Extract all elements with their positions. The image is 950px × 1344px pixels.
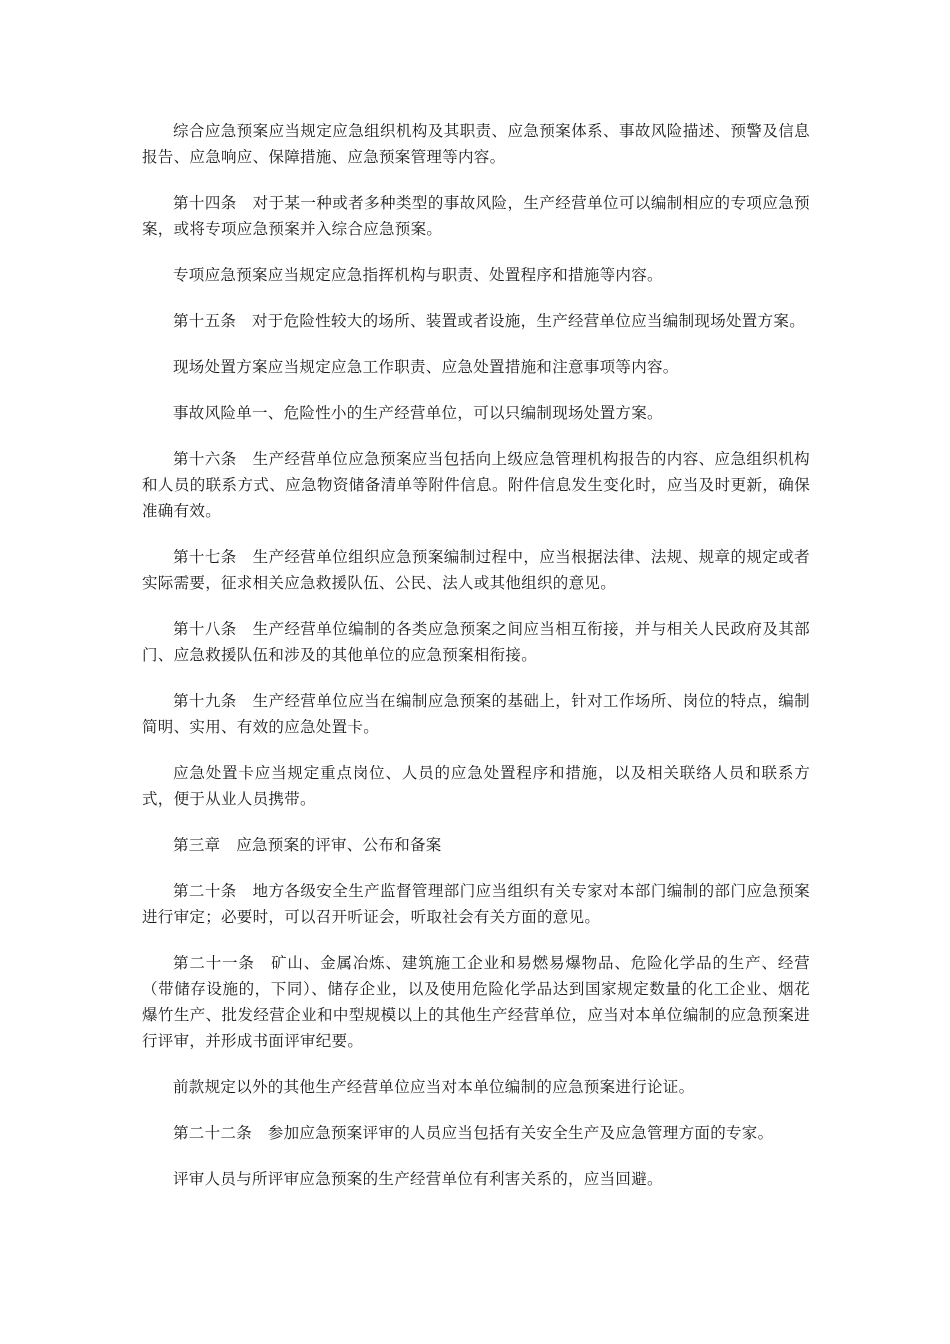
paragraph-special-plan-content: 专项应急预案应当规定应急指挥机构与职责、处置程序和措施等内容。 bbox=[173, 266, 663, 284]
paragraph-article-15: 第十五条 对于危险性较大的场所、装置或者设施，生产经营单位应当编制现场处置方案。 bbox=[173, 312, 806, 330]
paragraph-article-14: 第十四条 对于某一种或者多种类型的事故风险，生产经营单位可以编制相应的专项应急预案，或将专项应急预案并入综合应急预案。 bbox=[142, 194, 810, 238]
paragraph-other-units-demonstration: 前款规定以外的其他生产经营单位应当对本单位编制的应急预案进行论证。 bbox=[173, 1078, 695, 1096]
paragraph-comprehensive-plan-content: 综合应急预案应当规定应急组织机构及其职责、应急预案体系、事故风险描述、预警及信息报告、应急响应、保障措施、应急预案管理等内容。 bbox=[142, 122, 810, 166]
chapter-3-heading: 第三章 应急预案的评审、公布和备案 bbox=[173, 836, 442, 854]
document-body bbox=[142, 118, 810, 1212]
paragraph-response-card-content: 应急处置卡应当规定重点岗位、人员的应急处置程序和措施，以及相关联络人员和联系方式，便于从业人员携带。 bbox=[142, 764, 810, 808]
paragraph-single-risk-units: 事故风险单一、危险性小的生产经营单位，可以只编制现场处置方案。 bbox=[173, 404, 663, 422]
paragraph-article-21: 第二十一条 矿山、金属冶炼、建筑施工企业和易燃易爆物品、危险化学品的生产、经营（带储存设施的，下同）、储存企业，以及使用危险化学品达到国家规定数量的化工企业、烟花爆竹生产、批发经营企业和中型规模以上的其他生产经营单位，应当对本单位编制的应急预案进行评审，并形成书面评审纪要。 bbox=[142, 954, 810, 1050]
paragraph-article-16: 第十六条 生产经营单位应急预案应当包括向上级应急管理机构报告的内容、应急组织机构和人员的联系方式、应急物资储备清单等附件信息。附件信息发生变化时，应当及时更新，确保准确有效。 bbox=[142, 450, 810, 520]
paragraph-reviewer-recusal: 评审人员与所评审应急预案的生产经营单位有利害关系的，应当回避。 bbox=[173, 1170, 663, 1188]
paragraph-article-20: 第二十条 地方各级安全生产监督管理部门应当组织有关专家对本部门编制的部门应急预案进行审定；必要时，可以召开听证会，听取社会有关方面的意见。 bbox=[142, 882, 810, 926]
paragraph-article-22: 第二十二条 参加应急预案评审的人员应当包括有关安全生产及应急管理方面的专家。 bbox=[173, 1124, 774, 1142]
paragraph-onsite-plan-content: 现场处置方案应当规定应急工作职责、应急处置措施和注意事项等内容。 bbox=[173, 358, 679, 376]
paragraph-article-17: 第十七条 生产经营单位组织应急预案编制过程中，应当根据法律、法规、规章的规定或者实际需要，征求相关应急救援队伍、公民、法人或其他组织的意见。 bbox=[142, 548, 810, 592]
paragraph-article-19: 第十九条 生产经营单位应当在编制应急预案的基础上，针对工作场所、岗位的特点，编制简明、实用、有效的应急处置卡。 bbox=[142, 692, 810, 736]
paragraph-article-18: 第十八条 生产经营单位编制的各类应急预案之间应当相互衔接，并与相关人民政府及其部门、应急救援队伍和涉及的其他单位的应急预案相衔接。 bbox=[142, 620, 810, 664]
